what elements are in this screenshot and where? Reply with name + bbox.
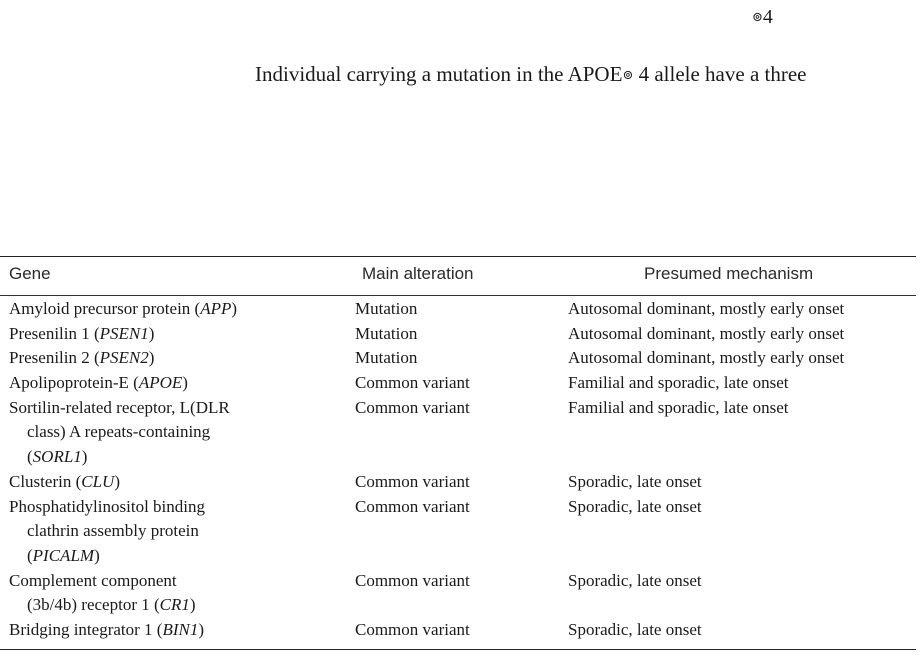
gene-text: Sortilin-related receptor, L(DLR bbox=[9, 397, 230, 417]
gene-text-close: ) bbox=[231, 299, 238, 318]
gene-cell bbox=[9, 396, 230, 470]
gene-line bbox=[9, 445, 230, 470]
table-header-rule bbox=[0, 295, 916, 296]
gene-text: (3b/4b) receptor 1 ( bbox=[27, 595, 160, 615]
gene-text: ( bbox=[27, 545, 33, 565]
body-text-after: 4 allele have a three bbox=[633, 62, 807, 86]
mechanism-cell: Sporadic, late onset bbox=[568, 496, 702, 516]
mechanism-cell: Autosomal dominant, mostly early onset bbox=[568, 299, 845, 318]
gene-symbol: APP bbox=[200, 299, 232, 318]
gene-symbol: PSEN2 bbox=[99, 348, 149, 368]
mechanism-cell: Sporadic, late onset bbox=[568, 570, 702, 590]
gene-text-close: ) bbox=[198, 620, 205, 640]
alteration-cell: Mutation bbox=[355, 348, 418, 368]
gene-symbol: CLU bbox=[81, 471, 115, 491]
gene-cell bbox=[9, 371, 188, 396]
gene-text: Presenilin 1 ( bbox=[9, 323, 100, 343]
gene-text: Bridging integrator 1 ( bbox=[9, 620, 163, 640]
body-text-fragment bbox=[255, 62, 807, 87]
table-row bbox=[0, 495, 916, 569]
gene-line bbox=[9, 544, 205, 569]
header-gene: Gene bbox=[9, 264, 51, 283]
mechanism-cell: Familial and sporadic, late onset bbox=[568, 373, 789, 393]
gene-symbol: PICALM bbox=[32, 545, 95, 565]
alteration-cell: Common variant bbox=[355, 496, 470, 516]
gene-line bbox=[9, 569, 196, 594]
table-row bbox=[0, 346, 916, 371]
header-presumed-mechanism: Presumed mechanism bbox=[644, 264, 814, 283]
gene-text: Phosphatidylinositol binding bbox=[9, 496, 205, 516]
gene-line bbox=[9, 346, 154, 371]
gene-text: Presenilin 2 ( bbox=[9, 348, 100, 368]
gene-cell bbox=[9, 346, 154, 371]
epsilon-circle-symbol: ⊚ bbox=[752, 9, 763, 24]
gene-line bbox=[9, 495, 205, 520]
table-top-rule bbox=[0, 256, 916, 257]
gene-text: class) A repeats-containing bbox=[27, 422, 211, 442]
gene-line bbox=[9, 519, 205, 544]
gene-symbol: APOE bbox=[138, 373, 183, 393]
epsilon-circle-symbol-inline: ⊚ bbox=[622, 67, 634, 82]
table-row bbox=[0, 470, 916, 495]
fragment-top-allele bbox=[752, 6, 773, 29]
gene-line bbox=[9, 297, 237, 322]
table-row bbox=[0, 618, 916, 643]
gene-line bbox=[9, 593, 196, 618]
table-row bbox=[0, 322, 916, 347]
table-bottom-rule bbox=[0, 649, 916, 650]
gene-cell bbox=[9, 569, 196, 618]
gene-symbol: CR1 bbox=[159, 595, 190, 615]
table-body bbox=[0, 297, 916, 643]
table-row bbox=[0, 297, 916, 322]
alteration-cell: Mutation bbox=[355, 299, 418, 318]
alteration-cell: Mutation bbox=[355, 323, 418, 343]
gene-line bbox=[9, 322, 154, 347]
gene-text-close: ) bbox=[148, 323, 155, 343]
gene-line bbox=[9, 470, 120, 495]
alteration-cell: Common variant bbox=[355, 570, 470, 590]
body-text-before: Individual carrying a mutation in the APOE bbox=[255, 62, 623, 86]
mechanism-cell: Autosomal dominant, mostly early onset bbox=[568, 348, 845, 368]
allele-number: 4 bbox=[762, 6, 773, 28]
gene-text: Apolipoprotein-E ( bbox=[9, 373, 139, 393]
gene-symbol: PSEN1 bbox=[99, 323, 149, 343]
gene-text-close: ) bbox=[182, 373, 188, 393]
gene-line bbox=[9, 371, 188, 396]
gene-text-close: ) bbox=[148, 348, 155, 368]
gene-text: clathrin assembly protein bbox=[27, 521, 199, 541]
alteration-cell: Common variant bbox=[355, 620, 470, 640]
gene-symbol: BIN1 bbox=[162, 620, 199, 640]
gene-cell bbox=[9, 618, 204, 643]
mechanism-cell: Autosomal dominant, mostly early onset bbox=[568, 323, 845, 343]
gene-text-close: ) bbox=[81, 447, 88, 467]
mechanism-cell: Sporadic, late onset bbox=[568, 620, 702, 640]
gene-line bbox=[9, 396, 230, 421]
gene-text: Complement component bbox=[9, 570, 177, 590]
gene-text: Amyloid precursor protein ( bbox=[9, 299, 201, 318]
alteration-cell: Common variant bbox=[355, 397, 470, 417]
mechanism-cell: Sporadic, late onset bbox=[568, 471, 702, 491]
gene-text-close: ) bbox=[94, 545, 100, 565]
gene-cell bbox=[9, 297, 237, 322]
gene-text-close: ) bbox=[189, 595, 196, 615]
table-row bbox=[0, 569, 916, 618]
table-row bbox=[0, 396, 916, 470]
gene-text-close: ) bbox=[114, 471, 120, 491]
gene-symbol: SORL1 bbox=[32, 447, 82, 467]
alteration-cell: Common variant bbox=[355, 373, 470, 393]
gene-text: Clusterin ( bbox=[9, 471, 82, 491]
gene-line bbox=[9, 420, 230, 445]
alteration-cell: Common variant bbox=[355, 471, 470, 491]
gene-cell bbox=[9, 470, 120, 495]
gene-line bbox=[9, 618, 204, 643]
gene-text: ( bbox=[27, 447, 33, 467]
mechanism-cell: Familial and sporadic, late onset bbox=[568, 397, 789, 417]
header-main-alteration: Main alteration bbox=[362, 264, 474, 283]
gene-cell bbox=[9, 322, 154, 347]
gene-cell bbox=[9, 495, 205, 569]
table-row bbox=[0, 371, 916, 396]
